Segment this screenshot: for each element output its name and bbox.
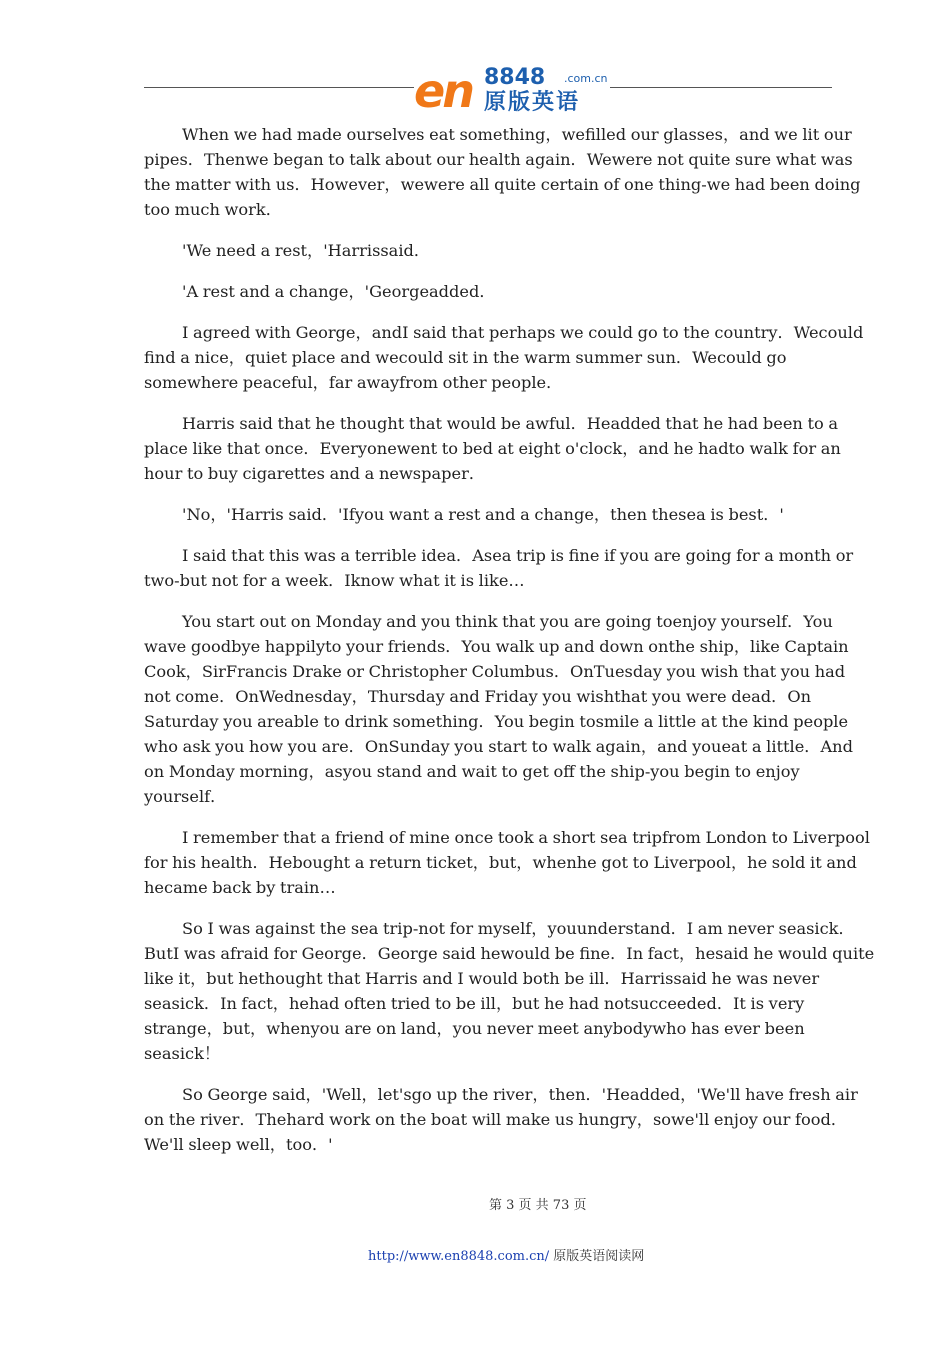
page-indicator: 第 3 页 共 73 页	[489, 1198, 587, 1213]
site-logo[interactable]	[414, 64, 610, 118]
paragraph: You start out on Monday and you think that you are going toenjoy yourself．You wave goodbye happilyto your friends．You walk up and down onthe ship，like Captain Cook，SirFrancis Drake or Christopher Columbus．OnTuesday you wish that you had not come．OnWednesday，Thursday and Friday you wishthat you were dead．On Saturday you areable to drink something．You begin tosmile a little at the kind people who ask you how you are．OnSunday you start to walk again，and youeat a little．And on Monday morning，asyou stand and wait to get off the ship-you begin to enjoy yourself．	[144, 612, 853, 806]
paragraph: 'We need a rest，'Harrissaid．	[182, 241, 431, 260]
paragraph: I said that this was a terrible idea．Asea trip is fine if you are going for a month or two-but not for a week．Iknow what it is like…	[144, 546, 854, 590]
site-url-link[interactable]: http://www.en8848.com.cn/	[368, 1249, 550, 1264]
logo-number-text: 8848	[484, 65, 546, 90]
page-header	[144, 62, 832, 118]
paragraph: I remember that a friend of mine once took a short sea tripfrom London to Liverpool for his health．Hebought a return ticket，but，whenhe got to Liverpool，he sold it and hecame back by train…	[144, 828, 870, 897]
paragraph: 'No，'Harris said．'Ifyou want a rest and a change，then thesea is best．'	[182, 505, 784, 524]
paragraph: When we had made ourselves eat something，wefilled our glasses，and we lit our pipes．Thenwe began to talk about our health again．Wewere not quite sure what was the matter with us．However，wewere all quite certain of one thing-we had been doing too much work．	[144, 125, 861, 219]
document-body	[144, 122, 876, 1173]
paragraph: So I was against the sea trip-not for myself，youunderstand．I am never seasick．ButI was afraid for George．George said hewould be fine．In fact，hesaid he would quite like it，but hethought that Harris and I would both be ill．Harrissaid he was never seasick．In fact，hehad often tried to be ill，but he had notsucceeded．It is very strange，but，whenyou are on land，you never meet anybodywho has ever been seasick！	[144, 919, 875, 1063]
paragraph: Harris said that he thought that would be awful．Headded that he had been to a place like that once．Everyonewent to bed at eight o'clock，and he hadto walk for an hour to buy cigarettes and a newspaper．	[144, 414, 841, 483]
site-name: 原版英语阅读网	[553, 1249, 645, 1264]
footer-source	[368, 1248, 644, 1266]
header-rule-right	[606, 87, 832, 88]
logo-chinese-text: 原版英语	[484, 90, 581, 115]
paragraph: I agreed with George，andI said that perhaps we could go to the country．Wecould find a nice，quiet place and wecould sit in the warm summer sun．Wecould go somewhere peaceful，far awayfrom other people．	[144, 323, 864, 392]
paragraph: 'A rest and a change，'Georgeadded．	[182, 282, 496, 301]
header-rule-left	[144, 87, 416, 88]
paragraph: So George said，'Well，let'sgo up the river，then．'Headded，'We'll have fresh air on the river．Thehard work on the boat will make us hungry，sowe'll enjoy our food．We'll sleep well，too．'	[144, 1085, 858, 1154]
logo-en-text: en	[414, 64, 472, 118]
logo-domain-text: .com.cn	[564, 72, 608, 85]
